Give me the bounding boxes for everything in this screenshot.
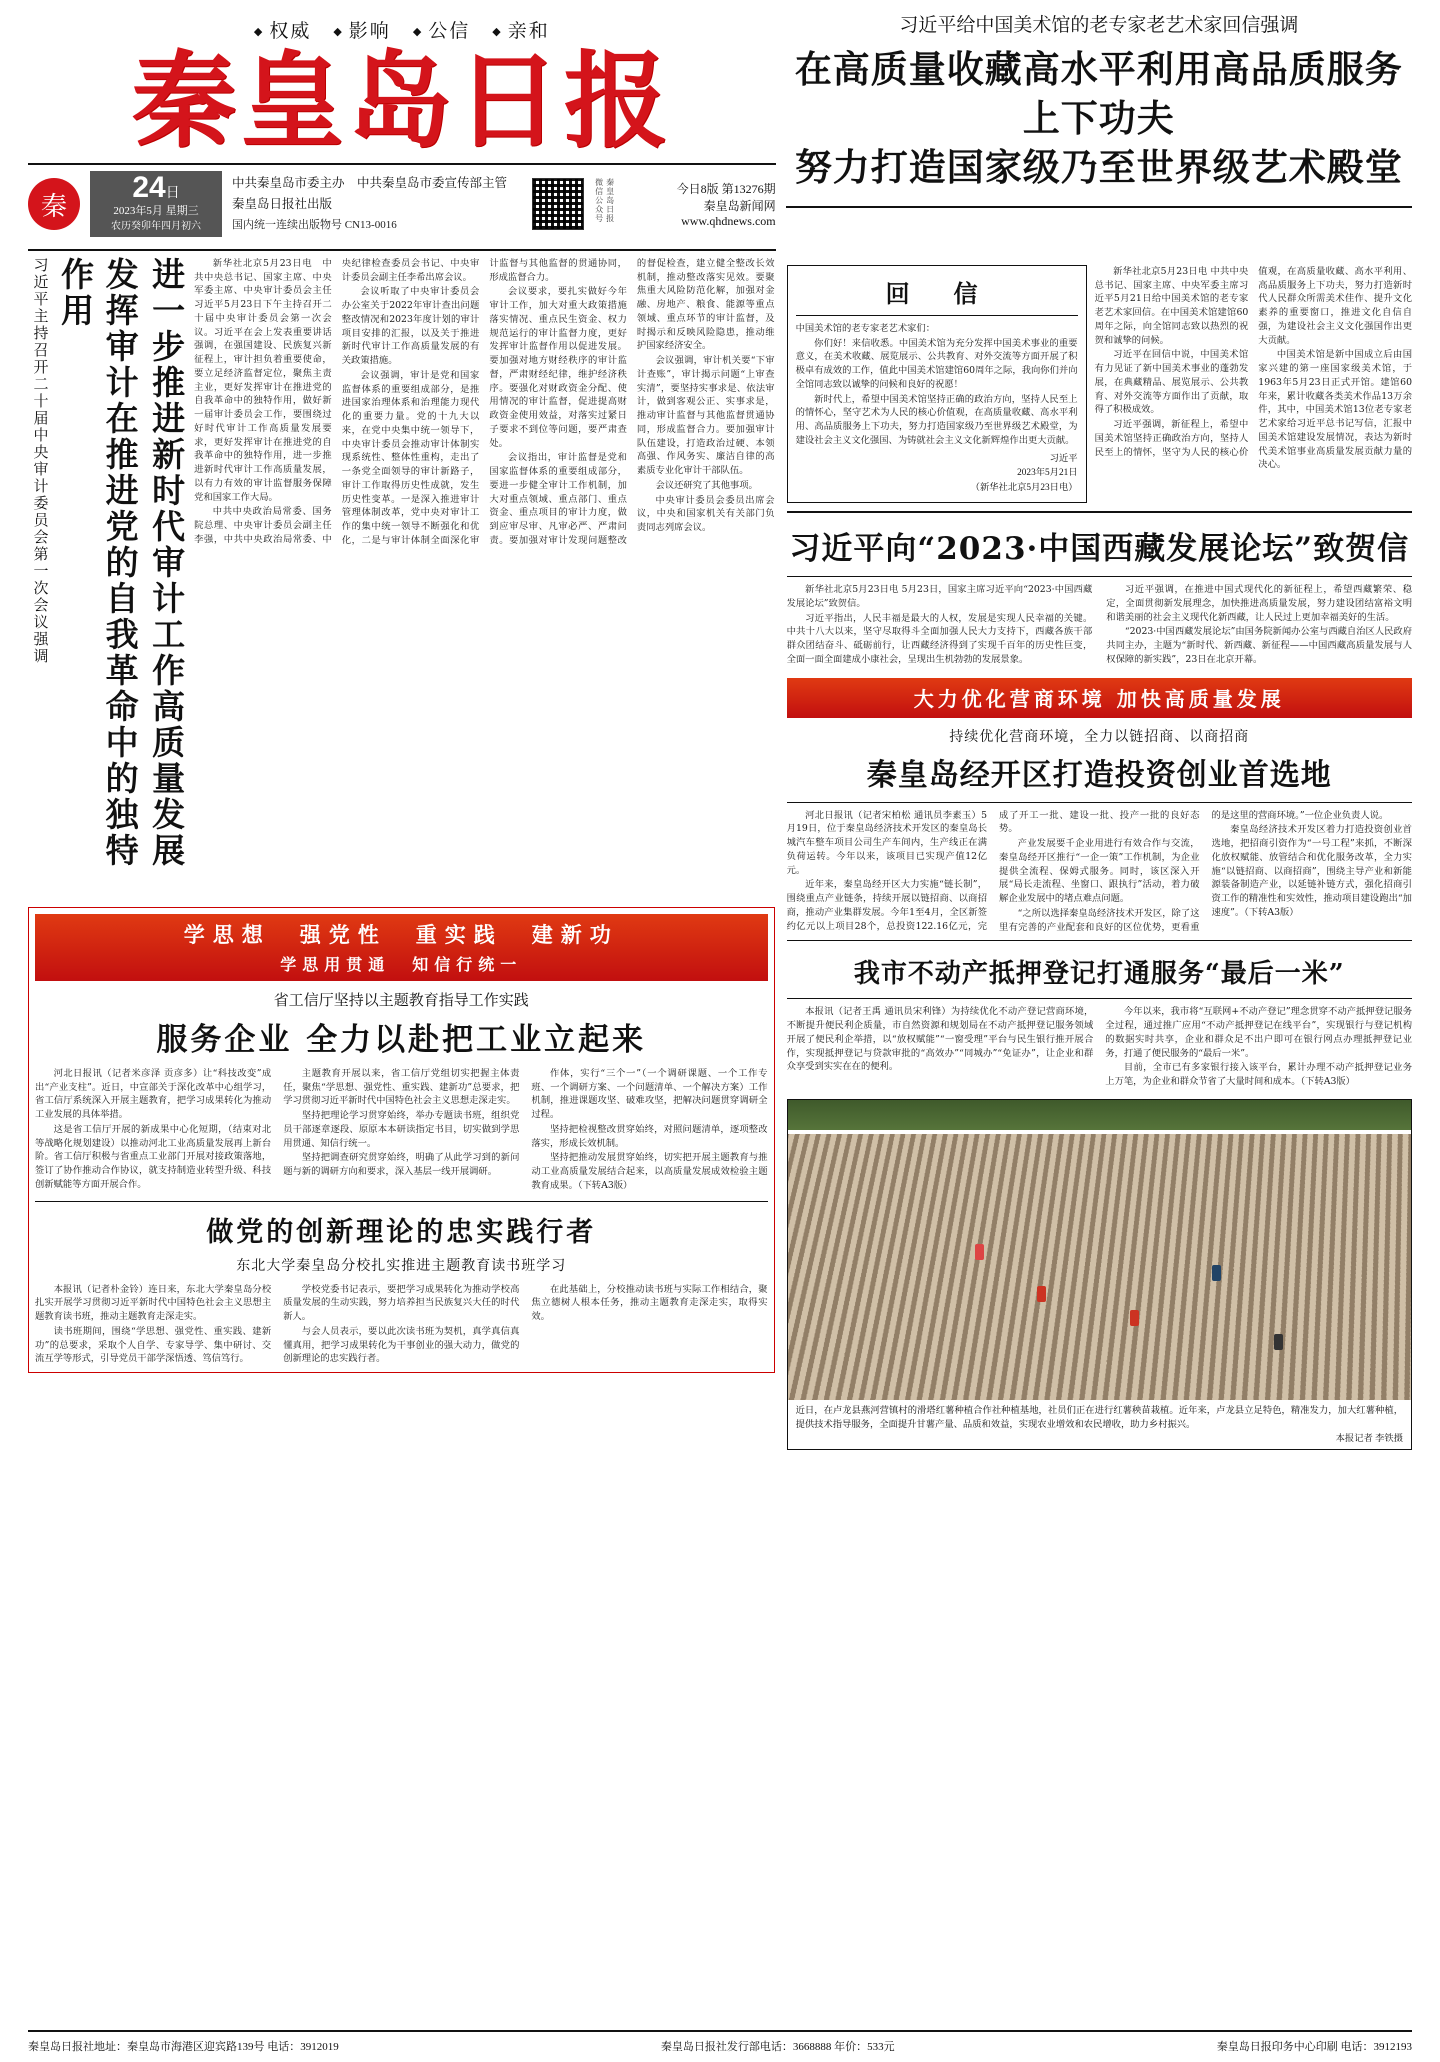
letter-p-0: 你们好！来信收悉。中国美术馆为充分发挥中国美术事业的重要意义，在美术收藏、展览展示、公共教育、对外交流等方面开展了积极卓有成效的工作，值此中国美术馆建馆60周年之际，我向你们并向全馆同志致以诚挚的问候和良好的祝愿！ — [795, 337, 1078, 390]
letter-body — [796, 322, 1078, 448]
masthead-right — [786, 10, 1412, 251]
slogan-1: ◆ 影响 — [333, 16, 390, 43]
letterside-p-3: 中国美术馆是新中国成立后由国家兴建的第一座国家级美术馆，于1963年5月23日正式开馆。建馆60年来，累计收藏各类美术作品13万余件，其中，中国美术馆13位老专家老艺术家给习近平总书记写信，汇报中国美术馆建设发展情况，表达为新时代美术馆事业高质量发展贡献力量的决心。 — [1258, 349, 1412, 471]
neu-subhead: 东北大学秦皇岛分校扎实推进主题教育读书班学习 — [236, 1258, 567, 1274]
biz-p-2: 产业发展要千企业用进行有效合作与交流，秦皇岛经开区推行“一企一策”工作机制，为企业提供全流程、保姆式服务。同时，该区深入开展“局长走流程、坐窗口、跟执行”活动，着力破解企业发展中的堵点难点问题。 — [999, 838, 1200, 905]
biz-p-0: 河北日报讯（记者宋柏松 通讯员李素玉）5月19日，位于秦皇岛经济技术开发区的秦皇岛长城汽车整车项目公司生产车间内，生产线正在满负荷运转。今年以来，该项目已实现产值12亿元。 — [786, 809, 988, 876]
business-divider — [787, 802, 1412, 803]
top-right-kicker: 习近平给中国美术馆的老专家老艺术家回信强调 — [899, 15, 1299, 36]
worker-figure — [1130, 1310, 1139, 1326]
worker-figure — [975, 1244, 984, 1260]
letter-salutation: 中国美术馆的老专家老艺术家们： — [795, 322, 936, 334]
neu-headline: 做党的创新理论的忠实践行者 — [206, 1216, 597, 1248]
lead-title-line2: 发挥审计在推进党的自我革命中的独特作用 — [56, 256, 140, 869]
lead-p-6: 会议强调，审计机关要“下审计查账”，审计揭示问题“上审查实清”，要坚持实事求是、依法审计，做到客观公正、实事求是，推动审计监督与其他监督贯通协同，形成监督合力。要加强审计队伍建设，打造政治过硬、本领高强、作风务实、廉洁自律的高素质专业化审计干部队伍。 — [636, 355, 775, 477]
province-feature — [28, 907, 775, 1373]
masthead-divider-2 — [28, 249, 776, 251]
prov-p-0: 河北日报讯（记者米彦泽 贡彦多）让“科技改变”成出“产业支柱”。近日，中宣部关于深化改革中心组学习，省工信厅系统深入开展主题教育，把学习成果转化为推动工业发展的具体举措。 — [35, 1067, 272, 1121]
letter-side-body — [1095, 265, 1412, 503]
footer-address: 秦皇岛日报社地址：秦皇岛市海港区迎宾路139号 电话：3912019 — [28, 2041, 339, 2053]
top-right-divider — [786, 206, 1412, 208]
masthead — [28, 0, 1412, 251]
worker-figure — [1212, 1265, 1221, 1281]
lead-subtitle: 习近平主持召开二十届中央审计委员会第一次会议强调 — [31, 256, 48, 665]
campaign-banner — [35, 914, 768, 981]
letter-date: 2023年5月21日 — [1017, 468, 1078, 479]
letter-box — [787, 265, 1087, 503]
letter-source: （新华社北京5月23日电） — [970, 483, 1078, 494]
top-right-headline-line1: 在高质量收藏高水平利用高品质服务上下功夫 — [794, 46, 1403, 140]
re-p-1: 今年以来，我市将“互联网+不动产登记”理念贯穿不动产抵押登记服务全过程，通过推广应用“不动产抵押登记在线平台”，实现银行与登记机构的数据实时共享，企业和群众足不出户即可在银行网点办理抵押登记业务，打通了便民服务的“最后一米”。 — [1105, 1006, 1412, 1059]
date-full: 2023年5月 星期三 — [113, 205, 199, 218]
top-right-headline-line2: 努力打造国家级乃至世界级艺术殿堂 — [794, 144, 1403, 189]
masthead-info — [28, 165, 776, 243]
business-subline: 持续优化营商环境，全力以链招商、以商招商 — [949, 729, 1250, 745]
re-p-0: 本报讯（记者王禹 通讯员宋利锋）为持续优化不动产登记营商环境，不断提升便民利企质量，市自然资源和规划局在不动产抵押登记服务领域开展了便民利企举措，以“放权赋能”“一窗受理”平台与民生银行推开展合作，实现抵押登记与贷款审批的“高效办”“同城办”“免证办”，让企业和群众享受到实实在在的便利。 — [786, 1006, 1094, 1073]
campaign-banner-line2: 学思用贯通 知信行统一 — [280, 954, 523, 974]
tibet-col-right — [1106, 583, 1412, 668]
photo-caption — [788, 1400, 1411, 1449]
lead-article — [28, 257, 775, 897]
tibet-divider-top — [787, 511, 1412, 513]
tibet-divider-mid — [787, 576, 1412, 577]
photo-credit: 本报记者 李铁摄 — [1335, 1433, 1403, 1444]
footer-printer: 秦皇岛日报印务中心印刷 电话：3912193 — [1216, 2041, 1412, 2053]
lead-p-4: 会议要求，要扎实做好今年审计工作，加大对重大政策措施落实情况、重点民生资金、权力规范运行的审计监督力度，更好发挥审计监督作用以促进发展。要加强对地方财经秩序的审计监督，严肃财经纪律，维护经济秩序。要强化对财政资金分配、使用情况的审计监督，促进提高财政资金使用效益，对落实过紧日子要求不到位等问题，要严肃查处。 — [489, 286, 627, 449]
realestate-divider — [787, 998, 1412, 999]
prov-p-1: 这是省工信厅开展的新成果中心化短期，（结束对北等战略化规划建设）以推动河北工业高质量发展再上新台阶。省工信厅积极与省重点工业部门开展对接政策落地，签订了协作推动合作协议，就支持制造业转型升级、科技创新赋能等方面开展合作。 — [35, 1123, 272, 1190]
lead-p-7: 会议还研究了其他事项。 — [655, 479, 758, 491]
worker-figure — [1274, 1334, 1283, 1350]
letterside-p-2: 习近平强调，新征程上，希望中国美术馆坚持正确政治方向，坚持人民至上的情怀，坚守为人民的核心价值观，在高质量收藏、高水平利用、高品质服务上下功夫，努力打造新时代人民群众所需美术佳作、提升文化素养的重要窗口，推进文化自信自强，为建设社会主义文化强国作出更大贡献。 — [1094, 265, 1412, 458]
letter-title: 回 信 — [796, 272, 1078, 316]
letterside-p-0: 新华社北京5月23日电 中共中央总书记、国家主席、中央军委主席习近平5月21日给中国美术馆的老专家老艺术家回信。在中国美术馆建馆60周年之际，向全馆同志致以热烈的祝贺和诚挚的问候。 — [1094, 265, 1249, 346]
date-day-unit: 日 — [165, 184, 180, 201]
prov-p-2: 主题教育开展以来，省工信厅党组切实把握主体责任，聚焦“学思想、强党性、重实践、建新功”总要求，把学习贯彻习近平新时代中国特色社会主义思想走深走实。 — [283, 1067, 520, 1107]
business-red-bar: 大力优化营商环境 加快高质量发展 — [787, 678, 1412, 718]
letter-p-1: 新时代上，希望中国美术馆坚持正确的政治方向，坚持人民至上的情怀心，坚守艺术为人民的核心价值观，在高质量收藏、高水平利用、高品质服务上下功夫，努力打造国家级乃至世界级艺术殿堂，为建设社会主义文化强国、为铸就社会主义文化新辉煌作出更大贡献。 — [795, 393, 1078, 446]
letter-signer: 习近平 — [1049, 453, 1078, 464]
date-day: 24 — [132, 171, 166, 205]
slogan-2: ◆ 公信 — [413, 16, 470, 43]
neu-p-0: 本报讯（记者朴金铃）连日来，东北大学秦皇岛分校扎实开展学习贯彻习近平新时代中国特色社会主义思想主题教育读书班，推动主题教育走深走实。 — [35, 1283, 272, 1323]
province-subline: 省工信厅坚持以主题教育指导工作实践 — [273, 992, 529, 1009]
biz-p-1: 近年来，秦皇岛经开区大力实施“链长制”，围绕重点产业链条，持续开展以链招商、以商招商，推动产业集群发展。今年1至4月，全区新签约亿元以上项目28个，总投资122.16亿元，完成了开工一批、建设一批、投产一批的良好态势。 — [786, 809, 1200, 932]
worker-figure — [1037, 1286, 1046, 1302]
photo-caption-text: 近日，在卢龙县燕河营镇村的滑塔红薯种植合作社种植基地，社员们正在进行红薯秧苗栽植。近年来，卢龙县立足特色，精准发力，加大红薯种植，提供技术指导服务，全面提升甘薯产量、品质和效益，实现农业增效和农民增收，助力乡村振兴。 — [795, 1405, 1403, 1430]
letter-signature — [796, 452, 1078, 497]
neu-body — [35, 1283, 768, 1367]
lead-title-line1: 进一步推进新时代审计工作高质量发展 — [147, 256, 187, 869]
field-photo — [788, 1100, 1411, 1400]
lead-p-5: 会议指出，审计监督是党和国家监督体系的重要组成部分，要进一步健全审计工作机制，加大对重点领域、重点部门、重点资金、重点项目的审计力度，做到应审尽审、凡审必严、严肃问责。要加强对审计发现问题整改的督促检查，建立健全整改长效机制，推动整改落实见效。要聚焦重大风险防范化解，加强对金融、房地产、粮食、能源等重点领域、重点环节的审计监督，及时揭示和反映风险隐患，推动维护国家经济安全。 — [489, 257, 775, 546]
qr-code-icon[interactable] — [532, 178, 584, 230]
re-p-2: 目前，全市已有多家银行接入该平台，累计办理不动产抵押登记业务上万笔，为企业和群众节省了大量时间和成本。（下转A3版） — [1105, 1062, 1412, 1088]
photo-block — [787, 1099, 1412, 1450]
publisher-cn-number: 国内统一连续出版物号 CN13-0016 — [232, 219, 397, 232]
lead-p-2: 会议听取了中央审计委员会办公室关于2022年审计查出问题整改情况和2023年度计划的审计项目安排的汇报，以及关于推进新时代审计工作高质量发展的有关政策措施。 — [341, 286, 480, 367]
masthead-left — [28, 10, 776, 251]
prov-p-4: 坚持把调查研究贯穿始终，明确了从此学习到的新问题与新的调研方向和要求，深入基层一线开展调研。 — [283, 1152, 520, 1178]
campaign-banner-line1: 学思想 强党性 重实践 建新功 — [183, 921, 619, 947]
furrow-texture — [788, 1134, 1411, 1400]
paper-nameplate: 秦皇岛日报 — [131, 39, 672, 162]
prov-p-5: 作体，实行“三个一”（一个调研课题、一个工作专班、一个调研方案、一个问题清单、一个解决方案）工作机制，推进课题攻坚、破难攻坚，把解决问题贯穿调研全过程。 — [531, 1067, 768, 1121]
prov-p-3: 坚持把理论学习贯穿始终，举办专题读书班，组织党员干部逐章逐段、原原本本研读指定书目，切实做到学思用贯通、知信行统一。 — [283, 1110, 520, 1149]
neu-p-3: 与会人员表示，要以此次读书班为契机，真学真信真懂真用，把学习成果转化为干事创业的强大动力，做党的创新理论的忠实践行者。 — [283, 1325, 520, 1365]
business-body — [787, 809, 1412, 935]
biz-p-4: 秦皇岛经济技术开发区着力打造投资创业首选地，把招商引资作为“一号工程”来抓，不断深化放权赋能、放管结合和优化服务改革，全力实施“以链招商、以商招商”，围绕主导产业和新能源装备制造产业，以延链补链方式，强化招商引资工作的精准性和实效性，推动项目建设跑出“加速度”。（下转A3版） — [1211, 824, 1412, 918]
slogan-3: ◆ 亲和 — [492, 16, 549, 43]
prov-p-6: 坚持把检视整改贯穿始终，对照问题清单，逐项整改落实，形成长效机制。 — [531, 1123, 768, 1149]
issue-number: 今日8版 第13276期 — [676, 181, 776, 196]
feature-divider — [35, 1201, 768, 1202]
realestate-divider-top — [787, 940, 1412, 941]
tibet-body — [787, 583, 1412, 668]
lead-p-0: 新华社北京5月23日电 中共中央总书记、国家主席、中央军委主席、中央审计委员会主任习近平5月23日下午主持召开二十届中央审计委员会第一次会议。习近平在会上发表重要讲话强调，在强国建设、民族复兴新征程上，审计担负着重要使命，要立足经济监督定位，聚焦主责主业，更好发挥审计在推进党的自我革命中的独特作用，做好新一届审计委员会工作，要围绕过好时代审计工作高质量发展要求，更好发挥审计在推进党的自我革命中的独特作用，进一步推进新时代审计工作高质量发展，以有力有效的审计监督服务保障党和国家工作大局。 — [194, 257, 332, 503]
neu-p-4: 在此基础上，分校推动读书班与实际工作相结合，聚焦立德树人根本任务，推动主题教育走深走实，取得实效。 — [531, 1283, 768, 1323]
prov-p-7: 坚持把推动发展贯穿始终，切实把开展主题教育与推动工业高质量发展结合起来，以高质量发展成效检验主题教育成果。（下转A3版） — [531, 1152, 768, 1191]
tibet-r-p0: 习近平强调，在推进中国式现代化的新征程上，希望西藏繁荣、稳定，全面贯彻新发展理念，加快推进高质量发展，努力建设团结富裕文明和谐美丽的社会主义现代化新西藏，让人民过上更加幸福美好的生活。 — [1106, 584, 1412, 623]
biz-p-3: “之所以选择秦皇岛经济技术开发区，除了这里有完善的产业配套和良好的区位优势，更看重的是这里的营商环境。”一位企业负责人说。 — [999, 809, 1389, 933]
tibet-headline: 习近平向“2023·中国西藏发展论坛”致贺信 — [789, 531, 1410, 568]
realestate-headline: 我市不动产抵押登记打通服务“最后一米” — [853, 959, 1345, 990]
publisher-line1: 中共秦皇岛市委主办 中共秦皇岛市委宣传部主管 — [232, 175, 508, 190]
lead-p-3: 会议强调，审计是党和国家监督体系的重要组成部分，是推进国家治理体系和治理能力现代化的重要力量。党的十九大以来，在党中央集中统一领导下，中央审计委员会推动审计体制实现系统性、整体性重构，走出了一条党全面领导的审计新路子，审计工作取得历史性成就，发生历史性变革。一是深入推进审计管理体制改革，党中央对审计工作的集中统一领导不断强化和优化，二是与审计体制全面深化审计监督与其他监督的贯通协同，形成监督合力。 — [341, 257, 627, 546]
lead-p-1: 中共中央政治局常委、国务院总理、中央审计委员会副主任李强，中共中央政治局常委、中央纪律检查委员会书记、中央审计委员会副主任李希出席会议。 — [194, 257, 480, 545]
province-headline: 服务企业 全力以赴把工业立起来 — [156, 1021, 647, 1058]
tibet-l-p0: 新华社北京5月23日电 5月23日，国家主席习近平向“2023·中国西藏发展论坛”致贺信。 — [786, 584, 1093, 609]
lead-article-body — [194, 257, 774, 897]
publisher-info — [232, 173, 522, 236]
paper-seal-icon: 秦 — [28, 178, 80, 230]
left-column — [28, 257, 775, 1450]
right-column — [787, 257, 1412, 1450]
footer-circulation: 秦皇岛日报社发行部电话：3668888 年价：533元 — [660, 2041, 895, 2053]
slogan-0: ◆ 权威 — [254, 16, 311, 43]
main-content — [28, 257, 1412, 1450]
province-body — [35, 1067, 768, 1193]
tibet-l-p1: 习近平指出，人民丰福是最大的人权，发展是实现人民幸福的关键。中共十八大以来，坚守尽取得斗全面加强人民大力支持下，西藏各族干部群众团结奋斗、砥砺前行，让西藏经济得到了实现千百年的历史性巨变，全面一面全面建成小康社会，呈现出生机勃勃的发展景象。 — [786, 612, 1093, 665]
publisher-line2: 秦皇岛日报社出版 — [232, 197, 333, 212]
tibet-col-left — [787, 583, 1093, 668]
page-footer — [28, 2030, 1412, 2054]
date-lunar: 农历癸卯年四月初六 — [111, 220, 201, 232]
tree-line — [788, 1100, 1411, 1130]
realestate-body — [787, 1005, 1412, 1089]
lead-p-8: 中央审计委员会委员出席会议，中央和国家机关有关部门负责同志列席会议。 — [636, 494, 775, 534]
issue-and-site — [626, 180, 776, 229]
qr-caption: 秦皇岛日报微信公众号 — [594, 178, 615, 224]
business-headline: 秦皇岛经开区打造投资创业首选地 — [866, 757, 1332, 793]
letter-section — [787, 265, 1412, 503]
tibet-r-p1: “2023·中国西藏发展论坛”由国务院新闻办公室与西藏自治区人民政府共同主办，主题为“新时代、新西藏、新征程——中国西藏高质量发展与人权保障的新实践”，23日在北京开幕。 — [1106, 626, 1413, 665]
lead-article-headline — [28, 257, 188, 897]
date-block — [90, 171, 222, 237]
neu-p-1: 读书班期间，围绕“学思想、强党性、重实践、建新功”的总要求，采取个人自学、专家导学、集中研讨、交流互学等形式，引导党员干部学深悟透、笃信笃行。 — [35, 1325, 272, 1365]
website-url: 秦皇岛新闻网 www.qhdnews.com — [681, 198, 776, 228]
letterside-p-1: 习近平在回信中说，中国美术馆有力见证了新中国美术事业的蓬勃发展，在典藏精品、展览展示、公共教育、对外交流等方面作出了贡献，取得了积极成效。 — [1094, 349, 1249, 416]
neu-p-2: 学校党委书记表示，要把学习成果转化为推动学校高质量发展的生动实践，努力培养担当民族复兴大任的时代新人。 — [283, 1283, 520, 1323]
